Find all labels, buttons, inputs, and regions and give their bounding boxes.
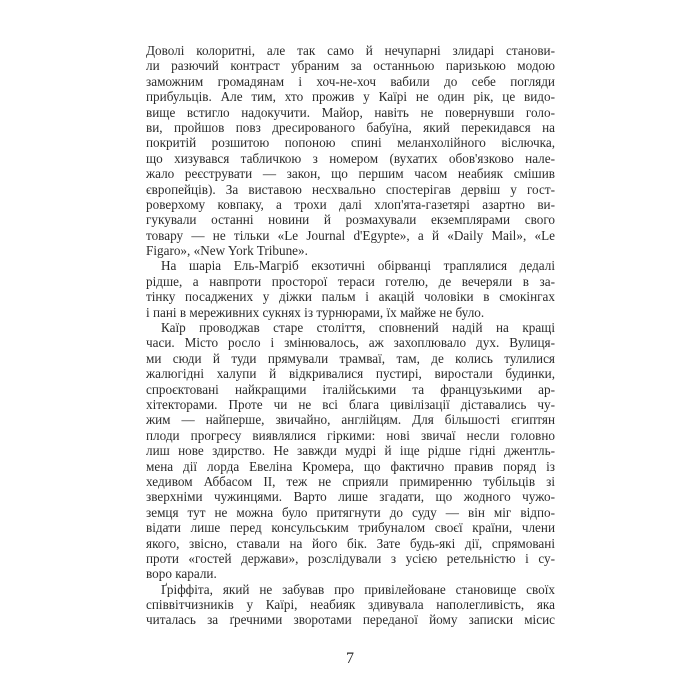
text-line: спроєктовані найкращими італійськими та французькими ар- [146, 381, 555, 397]
text-line: мена дії лорда Евеліна Кромера, що фактично правив поряд із [146, 458, 555, 474]
text-line: прибульців. Але тим, хто прожив у Каїрі не один рік, це видо- [146, 89, 555, 105]
text-line: і пані в мереживних сукнях із турнюрами, їх майже не було. [146, 304, 485, 320]
text-line: хітекторами. Проте чи не всі блага цивілізації діставались чу- [146, 396, 555, 412]
text-line: що хизувався табличкою з номером (вухатих обов'язково нале- [146, 150, 555, 166]
text-line: Каїр проводжав старе століття, сповнений надій на кращі [161, 320, 555, 336]
text-line: роверхому ковпаку, а трохи далі хлоп'ята-газетярі азартно ви- [146, 196, 555, 212]
text-line: На шаріа Ель-Магріб екзотичні обірванці траплялися дедалі [161, 258, 555, 274]
page-number: 7 [346, 650, 354, 667]
text-line: європейців). За виставою несхвально спостерігав дервіш у гост- [146, 181, 555, 197]
text-line: зверхніми чужинцями. Варто лише згадати, що жодного чужо- [146, 489, 555, 505]
text-line: якого, звісно, ставали на його бік. Зате будь-які дії, спрямовані [146, 535, 555, 551]
text-line: земця тут не можна було притягнути до суду — він міг відпо- [146, 504, 555, 520]
text-line: хедивом Аббасом II, теж не сприяли примиренню тубільців зі [146, 473, 555, 489]
text-line: Ґріффіта, який не забував про привілейоване становище своїх [161, 581, 555, 597]
text-line: лиш нове здирство. Не завжди мудрі й іще рідше гідні джентль- [146, 443, 555, 459]
text-line: заможним громадянам і хоч-не-хоч вабили до себе погляди [146, 73, 555, 89]
text-line: ли разючий контраст убраним за останньою паризькою модою [146, 58, 555, 74]
text-line: рідше, а навпроти просторої тераси готелю, де вечеряли в за- [146, 273, 555, 289]
text-line: плоди прогресу виявлялися гіркими: нові звичаї несли головно [146, 427, 555, 443]
text-line: співвітчизників у Каїрі, неабияк здивувала наполегливість, яка [146, 597, 555, 613]
text-line: покритій розшитою попоною спині меланхолійного віслючка, [146, 135, 555, 151]
text-line: товару — не тільки «Le Journal d'Egypte», а й «Daily Mail», «Le [146, 227, 555, 243]
text-line: часи. Місто росло і змінювалось, аж захоплювало дух. Вулиця- [146, 335, 555, 351]
text-line: відати лише перед консульським трибуналом своєї країни, члени [146, 520, 555, 536]
text-line: Доволі колоритні, але так само й нечупарні злидарі станови- [146, 43, 555, 58]
text-line: воро карали. [146, 566, 217, 582]
paragraph [146, 582, 555, 628]
text-line: жалюгідні халупи й відкривалися пустирі, виростали будинки, [146, 366, 555, 382]
paragraph [146, 43, 555, 258]
paragraph [146, 258, 555, 320]
text-line: проти «гостей держави», розслідували з усією ретельністю і су- [146, 550, 555, 566]
text-line: жало реєструвати — закон, що першим часом неабияк смішив [146, 166, 555, 182]
text-line: тінку посаджених у діжки пальм і акацій чоловіки в смокінгах [146, 289, 555, 305]
text-line: ми сюди й туди прямували трамваї, там, де колись тулилися [146, 350, 555, 366]
text-line: вище встигло надокучити. Майор, навіть не повернувши голо- [146, 104, 555, 120]
page-text [146, 43, 555, 628]
text-line: ви, пройшов повз дресированого бабуїна, який перекидався на [146, 119, 555, 135]
text-line: гукували останні новини й розмахували екземплярами свого [146, 212, 555, 228]
text-line: жим — найперше, звичайно, англійцям. Для більшості єгиптян [146, 412, 555, 428]
paragraph [146, 320, 555, 582]
text-line: Figaro», «New York Tribune». [146, 243, 308, 259]
text-line: читалась за ґречними зворотами переданої йому записки місис [146, 612, 555, 628]
